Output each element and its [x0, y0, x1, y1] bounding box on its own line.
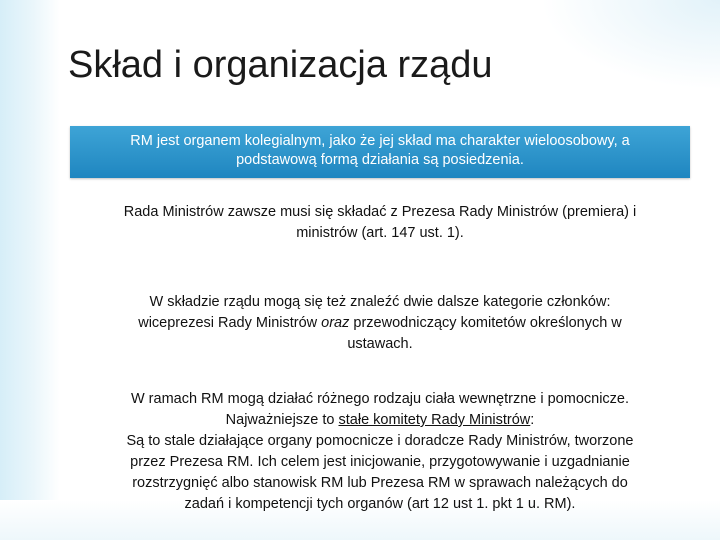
paragraph-3-line-2-start: Najważniejsze to [225, 412, 339, 428]
paragraph-3-line-2-end: : [530, 412, 535, 428]
paragraph-2-line-2 [80, 313, 680, 334]
paragraph-3-underlined-term: stałe komitety Rady Ministrów [338, 412, 531, 428]
paragraph-2-line-2-end: przewodniczący komitetów określonych w [349, 315, 622, 331]
paragraph-3-line-6: zadań i kompetencji tych organów (art 12 ust 1. pkt 1 u. RM). [184, 496, 576, 512]
paragraph-1-line-2: ministrów (art. 147 ust. 1). [296, 225, 464, 241]
paragraph-3-line-2 [80, 410, 680, 431]
paragraph-2-line-3: ustawach. [347, 336, 413, 352]
paragraph-committees [80, 389, 680, 515]
paragraph-composition [80, 202, 680, 244]
callout-line-1: RM jest organem kolegialnym, jako że jej skład ma charakter wieloosobowy, a [130, 133, 630, 149]
paragraph-3-line-5: rozstrzygnięć albo stanowisk RM lub Prezesa RM w sprawach należących do [132, 475, 628, 491]
paragraph-2-line-2-start: wiceprezesi Rady Ministrów [138, 315, 322, 331]
paragraph-1-line-1: Rada Ministrów zawsze musi się składać z Prezesa Rady Ministrów (premiera) i [123, 204, 637, 220]
paragraph-3-line-1: W ramach RM mogą działać różnego rodzaju ciała wewnętrzne i pomocnicze. [130, 391, 630, 407]
paragraph-member-categories [80, 292, 680, 355]
background-corner-gradient [540, 0, 720, 90]
background-left-gradient [0, 0, 60, 540]
paragraph-2-italic-word: oraz [321, 315, 350, 331]
paragraph-3-line-4: przez Prezesa RM. Ich celem jest inicjowanie, przygotowywanie i uzgadnianie [130, 454, 630, 470]
callout-line-2: podstawową formą działania są posiedzenia. [236, 152, 524, 168]
paragraph-2-line-1: W składzie rządu mogą się też znaleźć dwie dalsze kategorie członków: [149, 294, 611, 310]
paragraph-3-line-3: Są to stale działające organy pomocnicze i doradcze Rady Ministrów, tworzone [126, 433, 634, 449]
highlight-callout-box [70, 126, 690, 178]
slide-title: Skład i organizacja rządu [68, 44, 493, 86]
